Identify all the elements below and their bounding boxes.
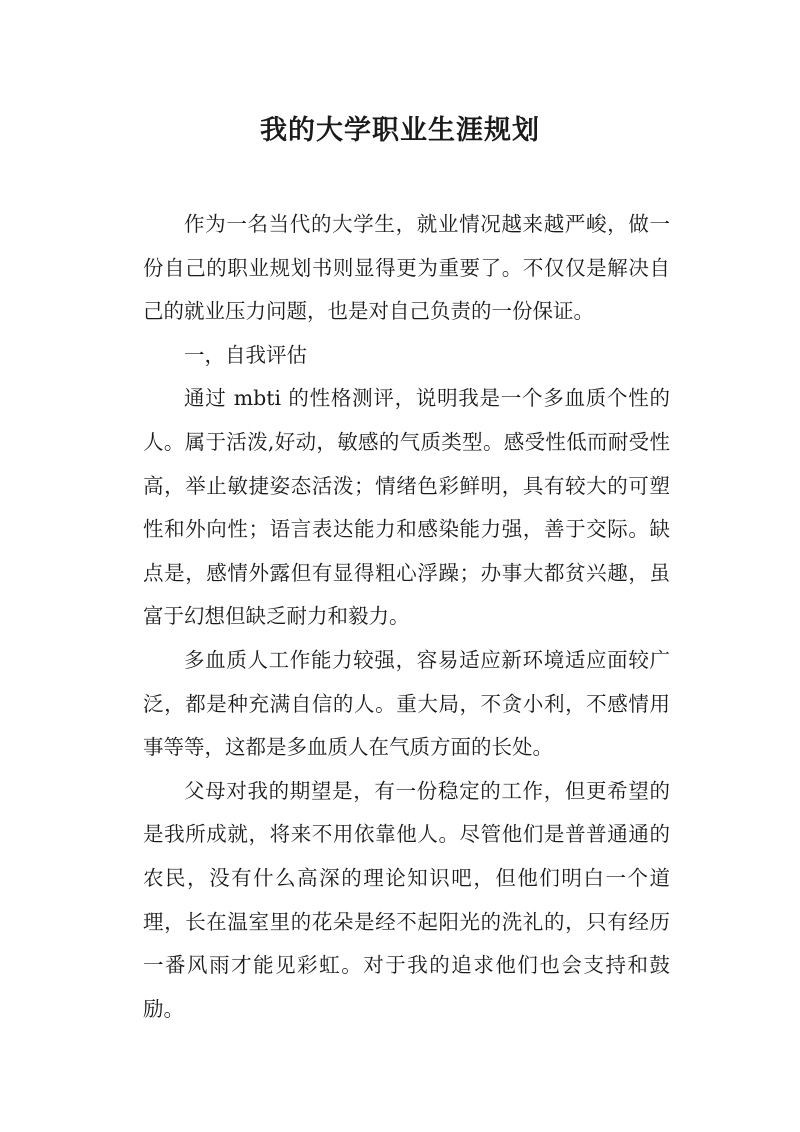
document-title: 我的大学职业生涯规划 <box>260 115 540 146</box>
document-body <box>143 203 670 1031</box>
paragraph-strengths: 多血质人工作能力较强，容易适应新环境适应面较广泛，都是种充满自信的人。重大局，不贪小利，不感情用事等等，这都是多血质人在气质方面的长处。 <box>143 647 670 760</box>
paragraph-personality: 通过 mbti 的性格测评，说明我是一个多血质个性的人。属于活泼,好动，敏感的气质类型。感受性低而耐受性高，举止敏捷姿态活泼；情绪色彩鲜明，具有较大的可塑性和外向性；语言表达能力和感染能力强，善于交际。缺点是，感情外露但有显得粗心浮躁；办事大都贫兴趣，虽富于幻想但缺乏耐力和毅力。 <box>143 386 670 629</box>
section-heading-self-assessment: 一，自我评估 <box>184 342 307 367</box>
paragraph-parents: 父母对我的期望是，有一份稳定的工作，但更希望的是我所成就，将来不用依靠他人。尽管他们是普普通通的农民，没有什么高深的理论知识吧，但他们明白一个道理，长在温室里的花朵是经不起阳光的洗礼的，只有经历一番风雨才能见彩虹。对于我的追求他们也会支持和鼓励。 <box>143 778 670 1021</box>
paragraph-intro: 作为一名当代的大学生，就业情况越来越严峻，做一份自己的职业规划书则显得更为重要了。不仅仅是解决自己的就业压力问题，也是对自己负责的一份保证。 <box>143 212 670 324</box>
